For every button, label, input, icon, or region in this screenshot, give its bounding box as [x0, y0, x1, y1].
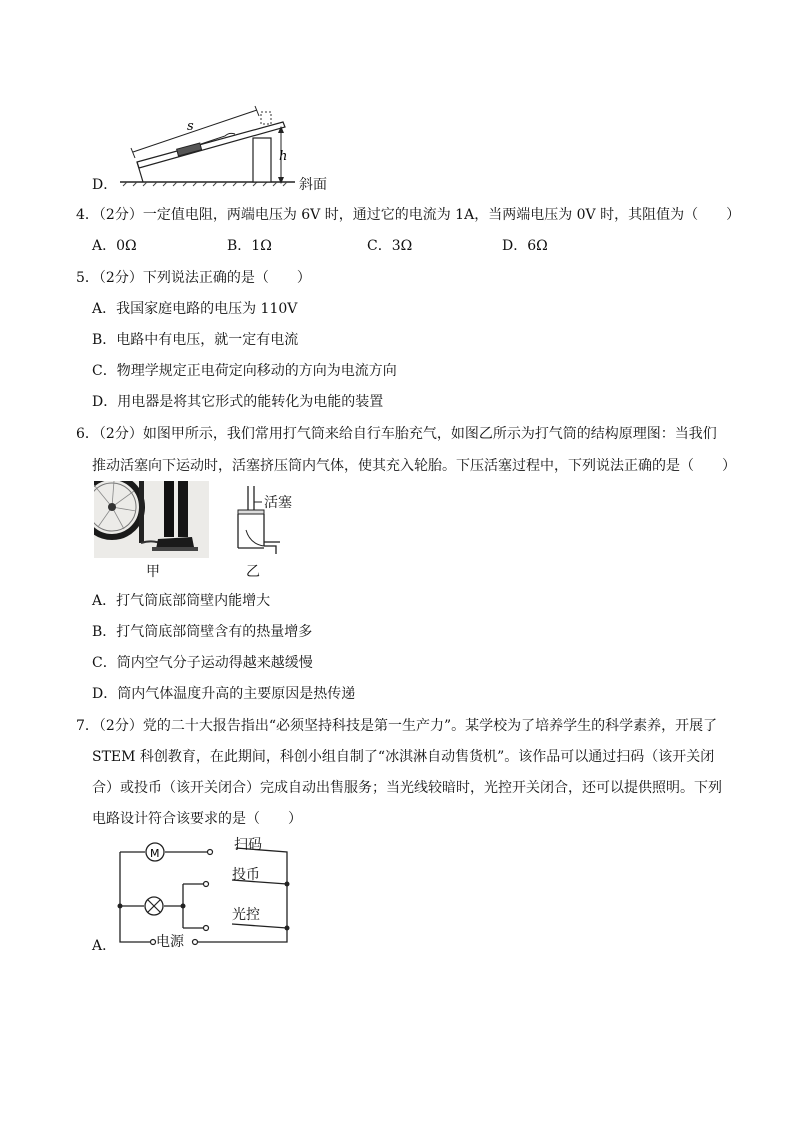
q7-stem-line-4: 电路设计符合该要求的是（ ） [92, 811, 302, 827]
q7-option-a-letter: A． [92, 938, 117, 954]
circuit-diagram [110, 838, 300, 948]
q5-stem: 5．（2分）下列说法正确的是（ ） [76, 270, 311, 286]
q6-stem-line-2: 推动活塞向下运动时，活塞挤压筒内气体，使其充入轮胎。下压活塞过程中，下列说法正确的是（ ） [92, 458, 736, 474]
coin-switch-label: 投币 [232, 867, 260, 883]
scan-switch-label: 扫码 [234, 837, 262, 853]
q7-stem-line-2: STEM 科创教育，在此期间，科创小组自制了“冰淇淋自动售货机”。该作品可以通过扫码（该开关闭 [92, 749, 715, 765]
q6-option-d: D．筒内气体温度升高的主要原因是热传递 [92, 686, 356, 702]
q4-option-c: C．3Ω [367, 238, 413, 254]
s-label: s [187, 119, 194, 134]
lamp-icon [145, 897, 163, 915]
q5-option-d: D．用电器是将其它形式的能转化为电能的装置 [92, 394, 384, 410]
q6-option-a: A．打气筒底部筒壁内能增大 [92, 593, 271, 609]
figure-jia-label: 甲 [146, 564, 160, 580]
power-source-label: 电源 [156, 934, 184, 950]
q6-stem-line-1: 6．（2分）如图甲所示，我们常用打气筒来给自行车胎充气，如图乙所示为打气筒的结构原理图：当我们 [76, 426, 717, 442]
q6-option-c: C．筒内空气分子运动得越来越缓慢 [92, 655, 313, 671]
piston-label: 活塞 [264, 495, 292, 511]
q3-option-d-letter: D． [92, 177, 118, 193]
light-switch-label: 光控 [232, 907, 260, 923]
figure-yi-label: 乙 [246, 564, 260, 580]
q5-option-a: A．我国家庭电路的电压为 110V [92, 301, 298, 317]
q6-option-b: B．打气筒底部筒壁含有的热量增多 [92, 624, 313, 640]
q5-option-c: C．物理学规定正电荷定向移动的方向为电流方向 [92, 363, 397, 379]
q4-option-a: A．0Ω [92, 238, 137, 254]
q4-option-b: B．1Ω [227, 238, 272, 254]
slope-label: 斜面 [299, 177, 327, 193]
q5-option-b: B．电路中有电压，就一定有电流 [92, 332, 299, 348]
q4-stem: 4．（2分）一定值电阻，两端电压为 6V 时，通过它的电流为 1A，当两端电压为 0V 时，其阻值为（ ） [76, 207, 741, 223]
bicycle-pump-photo [94, 481, 209, 558]
motor-symbol: M [150, 847, 160, 860]
q4-option-d: D．6Ω [502, 238, 548, 254]
h-label: h [279, 149, 288, 164]
q7-stem-line-3: 合）或投币（该开关闭合）完成自动出售服务；当光线较暗时，光控开关闭合，还可以提供照明。下列 [92, 780, 722, 796]
q7-stem-line-1: 7．（2分）党的二十大报告指出“必须坚持科技是第一生产力”。某学校为了培养学生的科学素养，开展了 [76, 718, 718, 734]
